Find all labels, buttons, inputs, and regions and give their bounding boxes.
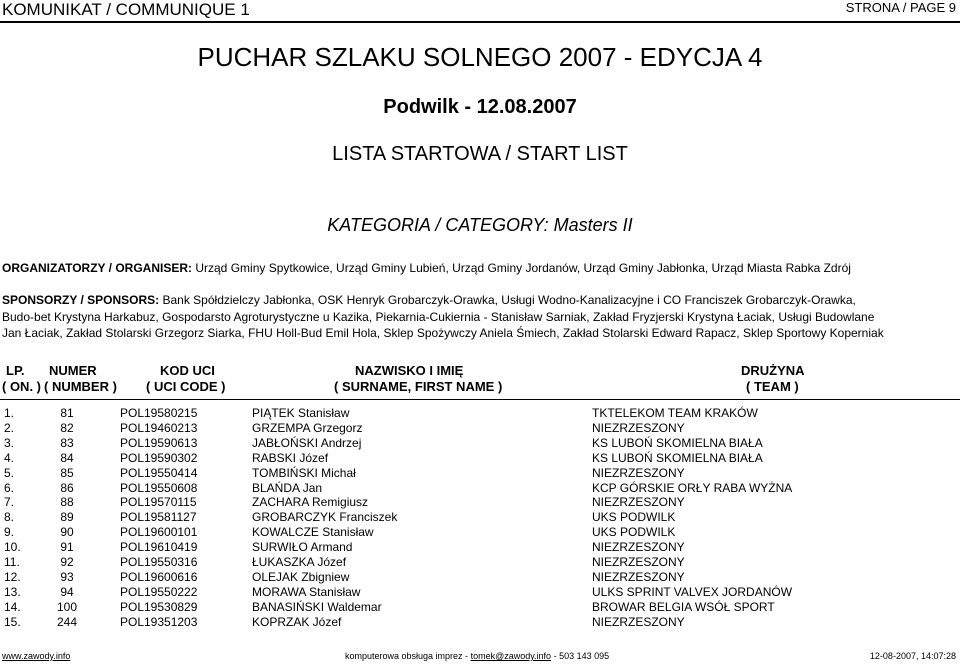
sponsors-label: SPONSORZY / SPONSORS: [2,293,160,307]
start-list-title: LISTA STARTOWA / START LIST [332,143,628,165]
row-uci: POL19460213 [120,420,198,435]
row-lp: 2. [4,420,15,435]
sponsors-line-3: Jan Łaciak, Zakład Stolarski Grzegorz Siarka, FHU Holl-Bud Emil Hola, Sklep Spożywczy Aniela Śmiech, Zakład Stolarski Edward Rapacz, Sklep Sportowy Koperniak [2,326,884,340]
col-uci: KOD UCI [160,363,215,378]
row-team: NIEZRZESZONY [592,465,685,480]
row-name: RABSKI Józef [252,450,329,465]
sponsors-text-1: Bank Spółdzielczy Jabłonka, OSK Henryk Grobarczyk-Orawka, Usługi Wodno-Kanalizacyjne i CO Franciszek Grobarczyk-Orawka, [159,293,856,307]
row-name: PIĄTEK Stanisław [252,406,350,420]
row-team: BROWAR BELGIA WSÓŁ SPORT [592,599,775,614]
organisers-text: Urząd Gminy Spytkowice, Urząd Gminy Lubień, Urząd Gminy Jordanów, Urząd Gminy Jabłonka, Urząd Miasta Rabka Zdrój [192,261,851,275]
table-row [0,600,960,616]
col-team-en: ( TEAM ) [746,379,799,394]
row-uci: POL19581127 [120,510,197,525]
footer-site[interactable]: www.zawody.info [2,651,71,661]
row-lp: 6. [4,480,15,495]
row-lp: 13. [4,584,21,599]
row-uci: POL19600616 [120,569,198,584]
page-number: STRONA / PAGE 9 [845,0,956,15]
communique-label: KOMUNIKAT / COMMUNIQUE 1 [2,0,250,19]
row-lp: 1. [4,406,15,420]
table-row [0,525,960,541]
row-lp: 8. [4,510,15,525]
row-number: 88 [60,495,74,510]
footer-site-link[interactable] [2,651,70,661]
row-lp: 3. [4,435,15,450]
col-number-en: ( NUMBER ) [44,379,117,394]
table-row [0,540,960,556]
table-row [0,615,960,631]
footer-timestamp: 12-08-2007, 14:07:28 [869,651,956,661]
row-number: 82 [60,420,74,435]
row-uci: POL19550414 [120,465,198,480]
row-number: 244 [56,614,78,629]
col-name-en: ( SURNAME, FIRST NAME ) [334,379,503,394]
row-number: 100 [56,599,78,614]
row-team: ULKS SPRINT VALVEX JORDANÓW [592,584,793,599]
row-name: JABŁOŃSKI Andrzej [252,435,362,450]
place-date: Podwilk - 12.08.2007 [383,96,577,118]
row-uci: POL19590302 [120,450,198,465]
row-uci: POL19550222 [120,584,198,599]
row-uci: POL19570115 [120,495,197,510]
row-lp: 5. [4,465,15,480]
row-team: KCP GÓRSKIE ORŁY RABA WYŻNA [592,480,793,495]
row-number: 90 [60,525,74,540]
col-number: NUMER [49,363,97,378]
row-name: ZACHARA Remigiusz [252,495,369,510]
row-team: TKTELEKOM TEAM KRAKÓW [592,406,758,420]
row-name: SURWIŁO Armand [252,540,353,555]
row-uci: POL19530829 [120,599,198,614]
table-row [0,585,960,601]
row-team: NIEZRZESZONY [592,495,685,510]
row-lp: 9. [4,525,15,540]
table-row [0,421,960,437]
col-name: NAZWISKO I IMIĘ [355,363,464,378]
row-team: NIEZRZESZONY [592,540,685,555]
table-row [0,466,960,482]
col-team: DRUŻYNA [741,363,805,378]
table-row [0,570,960,586]
footer-service [345,651,609,661]
row-name: BANASIŃSKI Waldemar [252,599,382,614]
row-name: KOPRZAK Józef [252,614,342,629]
table-row [0,451,960,467]
row-lp: 4. [4,450,15,465]
row-team: KS LUBOŃ SKOMIELNA BIAŁA [592,450,763,465]
footer-email-link[interactable]: tomek@zawody.info [470,651,552,661]
row-uci: POL19610419 [120,540,198,555]
row-number: 92 [60,555,74,569]
row-uci: POL19550316 [120,555,198,569]
row-lp: 10. [4,540,21,555]
row-team: NIEZRZESZONY [592,569,685,584]
col-uci-en: ( UCI CODE ) [146,379,226,394]
category-title: KATEGORIA / CATEGORY: Masters II [327,215,633,235]
row-team: NIEZRZESZONY [592,614,685,629]
col-lp: LP. [6,363,25,378]
col-lp-en: ( ON. ) [2,379,41,394]
row-name: TOMBIŃSKI Michał [252,465,356,480]
organisers-line [2,261,851,275]
table-row [0,555,960,571]
row-number: 84 [60,450,74,465]
row-uci: POL19550608 [120,480,198,495]
row-lp: 14. [4,599,21,614]
row-team: NIEZRZESZONY [592,555,685,569]
sponsors-block [2,292,884,342]
row-team: KS LUBOŃ SKOMIELNA BIAŁA [592,435,763,450]
row-uci: POL19351203 [120,614,198,629]
table-row [0,436,960,452]
footer-service-prefix: komputerowa obsługa imprez - [345,651,471,661]
row-team: NIEZRZESZONY [592,420,685,435]
header-rule [0,21,960,23]
row-team: UKS PODWILK [592,510,676,525]
sponsors-line-2: Budo-bet Krystyna Harkabuz, Gospodarsto Agroturystyczne u Kazika, Piekarnia-Cukiernia - Stanisław Sarniak, Zakład Fryzjerski Krystyna Łaciak, Usługi Budowlane [2,309,875,324]
row-name: GRZEMPA Grzegorz [252,420,363,435]
row-lp: 11. [4,555,20,569]
table-row [0,510,960,526]
row-number: 81 [60,406,74,420]
row-team: UKS PODWILK [592,525,676,540]
row-number: 86 [60,480,74,495]
row-number: 93 [60,569,74,584]
row-name: GROBARCZYK Franciszek [252,510,398,525]
row-name: OLEJAK Zbigniew [252,569,350,584]
row-lp: 7. [4,495,15,510]
row-lp: 15. [4,614,21,629]
row-uci: POL19600101 [120,525,198,540]
sponsors-line-1 [2,292,884,309]
organisers-label: ORGANIZATORZY / ORGANISER: [2,261,193,275]
row-lp: 12. [4,569,21,584]
row-number: 89 [60,510,74,525]
footer-service-suffix: - 503 143 095 [551,651,610,661]
event-title: PUCHAR SZLAKU SOLNEGO 2007 - EDYCJA 4 [197,42,763,72]
row-uci: POL19590613 [120,435,198,450]
table-rule [0,399,960,400]
row-name: BLAŃDA Jan [252,480,323,495]
table-row [0,481,960,497]
row-number: 91 [60,540,74,555]
table-row [0,495,960,511]
row-number: 85 [60,465,74,480]
row-number: 83 [60,435,74,450]
row-uci: POL19580215 [120,406,198,420]
row-name: ŁUKASZKA Józef [252,555,347,569]
row-name: MORAWA Stanisław [252,584,361,599]
row-name: KOWALCZE Stanisław [252,525,374,540]
table-row [0,406,960,422]
row-number: 94 [60,584,74,599]
